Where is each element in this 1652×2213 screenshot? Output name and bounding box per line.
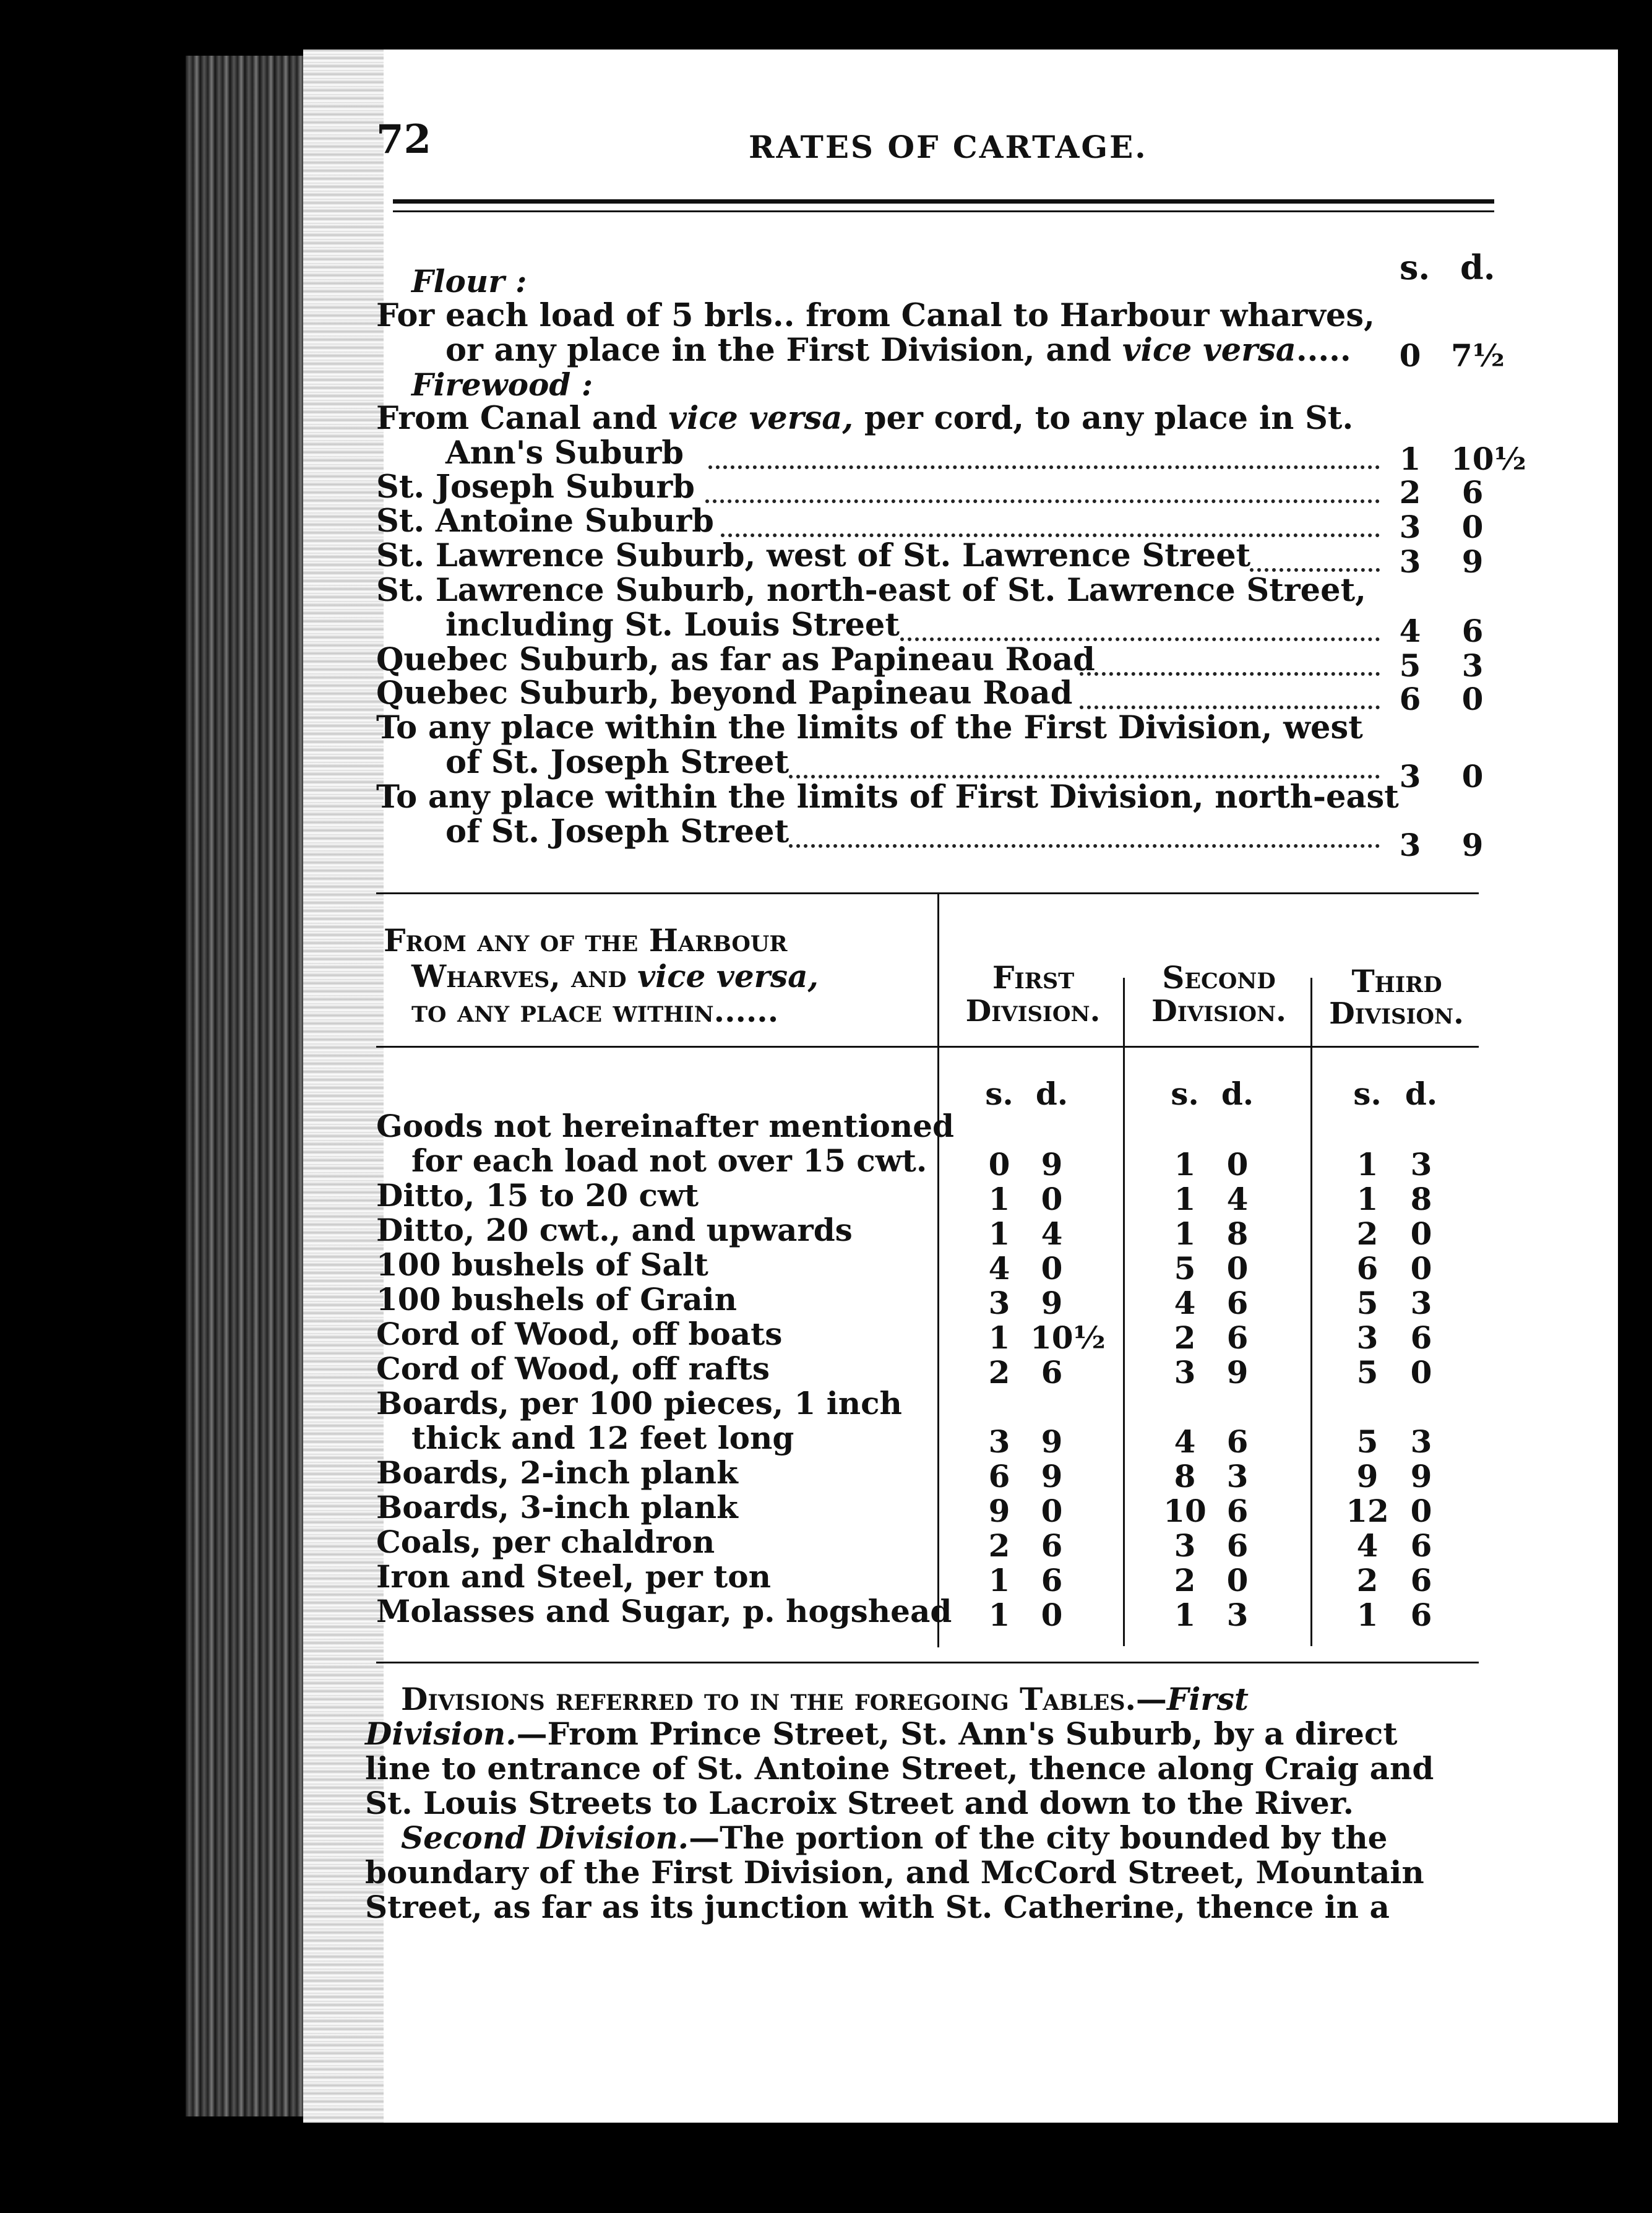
first-d-cell: 6 (1041, 1562, 1063, 1598)
firewood-d: 3 (1461, 647, 1484, 684)
header-rule-bottom (393, 210, 1494, 212)
third-s-cell: 12 (1346, 1493, 1389, 1529)
harbour-row-label: for each load not over 15 cwt. (411, 1142, 927, 1179)
harbour-row-line1: Goods not hereinafter mentioned (376, 1108, 954, 1144)
first-division-label: First (1166, 1681, 1249, 1717)
third-s-cell: 2 (1356, 1562, 1379, 1598)
third-d-cell: 6 (1410, 1597, 1432, 1633)
firewood-s: 4 (1399, 613, 1421, 649)
divisions-heading: Divisions referred to in the foregoing Tables.— (401, 1681, 1167, 1717)
harbour-row-label: 100 bushels of Salt (376, 1246, 708, 1283)
firewood-row: Quebec Suburb, beyond Papineau Road (376, 675, 1073, 712)
table-stub-line2-italic: vice versa, (637, 958, 819, 994)
unit-s: s. (1353, 1076, 1382, 1112)
firewood-d: 9 (1461, 827, 1484, 863)
firewood-d: 6 (1461, 613, 1484, 649)
second-d-cell: 9 (1226, 1354, 1249, 1391)
third-s-cell: 4 (1356, 1527, 1379, 1564)
third-d-cell: 0 (1410, 1493, 1432, 1529)
first-s-cell: 2 (988, 1354, 1010, 1391)
second-s-cell: 1 (1174, 1146, 1196, 1183)
firewood-row-line1: To any place within the limits of First Division, north-east (376, 779, 1399, 816)
dot-leader (708, 465, 1380, 469)
harbour-row-label: Coals, per chaldron (376, 1524, 715, 1560)
second-s-cell: 1 (1174, 1181, 1196, 1217)
dot-leader (1080, 672, 1380, 676)
first-division-text-2: line to entrance of St. Antoine Street, thence along Craig and (365, 1750, 1434, 1787)
dot-leader (705, 499, 1380, 503)
firewood-d: 0 (1461, 509, 1484, 545)
table-bottom-rule (376, 1662, 1479, 1663)
firewood-s: 3 (1399, 543, 1421, 580)
firewood-s: 3 (1399, 509, 1421, 545)
third-s-cell: 6 (1356, 1250, 1379, 1287)
first-division-text-3: St. Louis Streets to Lacroix Street and down to the River. (365, 1785, 1354, 1821)
firewood-s: 2 (1399, 474, 1421, 511)
firewood-row-line1: St. Lawrence Suburb, north-east of St. Lawrence Street, (376, 572, 1366, 609)
second-s-cell: 2 (1174, 1562, 1196, 1598)
third-s-cell: 1 (1356, 1146, 1379, 1183)
second-d-cell: 0 (1226, 1250, 1249, 1287)
table-header-rule (376, 1046, 1479, 1048)
pence-header: d. (1460, 248, 1495, 287)
first-s-cell: 3 (988, 1285, 1010, 1321)
firewood-d: 0 (1461, 758, 1484, 795)
first-d-cell: 9 (1041, 1285, 1063, 1321)
harbour-row-label: Ditto, 20 cwt., and upwards (376, 1212, 853, 1248)
second-division-text-3: Street, as far as its junction with St. Catherine, thence in a (365, 1889, 1390, 1925)
shillings-header: s. (1400, 248, 1430, 287)
second-division-text-1: —The portion of the city bounded by the (689, 1819, 1388, 1856)
harbour-row-label: Ditto, 15 to 20 cwt (376, 1177, 699, 1214)
first-d-cell: 4 (1041, 1215, 1063, 1252)
firewood-row: Quebec Suburb, as far as Papineau Road (376, 641, 1095, 678)
firewood-row-line1: To any place within the limits of the First Division, west (376, 709, 1363, 746)
first-s-cell: 3 (988, 1423, 1010, 1460)
first-s-cell: 1 (988, 1319, 1010, 1356)
col-third-line2: Division. (1329, 996, 1464, 1031)
harbour-row-label: Iron and Steel, per ton (376, 1558, 771, 1595)
first-s-cell: 1 (988, 1215, 1010, 1252)
third-d-cell: 3 (1410, 1285, 1432, 1321)
first-d-cell: 9 (1041, 1423, 1063, 1460)
harbour-row-label: 100 bushels of Grain (376, 1281, 738, 1318)
second-d-cell: 0 (1226, 1562, 1249, 1598)
firewood-row: of St. Joseph Street (445, 813, 789, 850)
firewood-row: of St. Joseph Street (445, 744, 789, 781)
col-third-line1: Third (1351, 963, 1442, 999)
second-s-cell: 3 (1174, 1527, 1196, 1564)
first-d-cell: 6 (1041, 1354, 1063, 1391)
harbour-row-label: Boards, 2-inch plank (376, 1454, 738, 1491)
firewood-row: St. Antoine Suburb (376, 503, 714, 540)
third-s-cell: 3 (1356, 1319, 1379, 1356)
second-s-cell: 8 (1174, 1458, 1196, 1495)
first-d-cell: 0 (1041, 1493, 1063, 1529)
third-d-cell: 0 (1410, 1250, 1432, 1287)
first-s-cell: 1 (988, 1181, 1010, 1217)
third-d-cell: 6 (1410, 1527, 1432, 1564)
table-top-rule (376, 892, 1479, 894)
flour-line-1: For each load of 5 brls.. from Canal to Harbour wharves, (376, 297, 1375, 334)
flour-heading: Flour : (411, 263, 527, 300)
table-stub-line3: to any place within...... (411, 993, 779, 1029)
page-number: 72 (376, 116, 432, 163)
second-d-cell: 4 (1226, 1181, 1249, 1217)
book-spine-edge (186, 56, 322, 2116)
second-s-cell: 1 (1174, 1597, 1196, 1633)
harbour-row-label: Molasses and Sugar, p. hogshead (376, 1593, 952, 1629)
second-s-cell: 3 (1174, 1354, 1196, 1391)
firewood-row: Ann's Suburb (445, 434, 684, 472)
table-stub-line2 (411, 958, 819, 994)
first-s-cell: 1 (988, 1562, 1010, 1598)
second-s-cell: 1 (1174, 1215, 1196, 1252)
third-s-cell: 2 (1356, 1215, 1379, 1252)
firewood-row: St. Lawrence Suburb, west of St. Lawrence Street (376, 537, 1251, 574)
firewood-intro (376, 400, 1353, 437)
second-d-cell: 6 (1226, 1423, 1249, 1460)
header-rule-top (393, 199, 1494, 204)
third-d-cell: 6 (1410, 1319, 1432, 1356)
second-d-cell: 0 (1226, 1146, 1249, 1183)
third-s-cell: 9 (1356, 1458, 1379, 1495)
first-s-cell: 1 (988, 1597, 1010, 1633)
second-d-cell: 3 (1226, 1597, 1249, 1633)
divisions-line1 (401, 1681, 1249, 1717)
harbour-row-label: Cord of Wood, off boats (376, 1316, 783, 1352)
firewood-s: 5 (1399, 647, 1421, 684)
first-division-label-2: Division. (365, 1715, 517, 1752)
third-d-cell: 3 (1410, 1423, 1432, 1460)
third-s-cell: 5 (1356, 1285, 1379, 1321)
flour-d: 7½ (1451, 337, 1505, 374)
firewood-intro-start: From Canal and (376, 400, 658, 437)
column-rule-3 (1310, 978, 1312, 1646)
firewood-heading: Firewood : (411, 366, 593, 403)
second-d-cell: 6 (1226, 1285, 1249, 1321)
unit-d: d. (1405, 1076, 1438, 1112)
first-s-cell: 2 (988, 1527, 1010, 1564)
second-division-label: Second Division. (401, 1819, 689, 1856)
harbour-row-label: thick and 12 feet long (411, 1420, 794, 1456)
column-rule-1 (937, 892, 939, 1647)
unit-s: s. (1171, 1076, 1199, 1112)
second-s-cell: 10 (1163, 1493, 1207, 1529)
second-d-cell: 6 (1226, 1319, 1249, 1356)
second-division-text-2: boundary of the First Division, and McCord Street, Mountain (365, 1854, 1424, 1891)
col-first-line1: First (992, 959, 1075, 996)
col-second-line2: Division. (1151, 994, 1286, 1029)
firewood-d: 9 (1461, 543, 1484, 580)
firewood-d: 10½ (1451, 441, 1526, 477)
firewood-d: 6 (1461, 474, 1484, 511)
second-d-cell: 6 (1226, 1527, 1249, 1564)
harbour-row-label: Boards, 3-inch plank (376, 1489, 738, 1525)
third-s-cell: 5 (1356, 1354, 1379, 1391)
firewood-s: 3 (1399, 827, 1421, 863)
firewood-s: 6 (1399, 681, 1421, 717)
second-d-cell: 3 (1226, 1458, 1249, 1495)
first-division-text-1: —From Prince Street, St. Ann's Suburb, by a direct (516, 1715, 1398, 1752)
first-d-cell: 9 (1041, 1146, 1063, 1183)
third-d-cell: 0 (1410, 1215, 1432, 1252)
second-d-cell: 6 (1226, 1493, 1249, 1529)
first-s-cell: 4 (988, 1250, 1010, 1287)
firewood-intro-italic: vice versa, (668, 400, 854, 437)
table-stub-line1: From any of the Harbour (384, 922, 788, 959)
third-s-cell: 5 (1356, 1423, 1379, 1460)
second-d-cell: 8 (1226, 1215, 1249, 1252)
flour-line-2: or any place in the First Division, and vice versa..... (445, 332, 1351, 369)
firewood-row: St. Joseph Suburb (376, 468, 695, 506)
harbour-row-line1: Boards, per 100 pieces, 1 inch (376, 1385, 902, 1421)
third-s-cell: 1 (1356, 1597, 1379, 1633)
col-second-line1: Second (1162, 959, 1276, 996)
second-s-cell: 4 (1174, 1285, 1196, 1321)
first-d-cell: 0 (1041, 1597, 1063, 1633)
firewood-d: 0 (1461, 681, 1484, 717)
second-s-cell: 4 (1174, 1423, 1196, 1460)
firewood-row: including St. Louis Street (445, 606, 900, 644)
first-d-cell: 0 (1041, 1181, 1063, 1217)
col-first-line2: Division. (965, 994, 1101, 1029)
first-s-cell: 9 (988, 1493, 1010, 1529)
firewood-s: 3 (1399, 758, 1421, 795)
third-d-cell: 6 (1410, 1562, 1432, 1598)
first-d-cell: 0 (1041, 1250, 1063, 1287)
third-s-cell: 1 (1356, 1181, 1379, 1217)
first-s-cell: 6 (988, 1458, 1010, 1495)
first-d-cell: 9 (1041, 1458, 1063, 1495)
third-d-cell: 8 (1410, 1181, 1432, 1217)
flour-s: 0 (1399, 337, 1421, 374)
first-d-cell: 6 (1041, 1527, 1063, 1564)
second-s-cell: 2 (1174, 1319, 1196, 1356)
firewood-intro-end: per cord, to any place in St. (864, 400, 1354, 437)
divisions-line5 (401, 1819, 1388, 1856)
third-d-cell: 3 (1410, 1146, 1432, 1183)
third-d-cell: 9 (1410, 1458, 1432, 1495)
unit-s: s. (985, 1076, 1013, 1112)
second-s-cell: 5 (1174, 1250, 1196, 1287)
flour-line-2-text: or any place in the First Division, and (445, 332, 1112, 369)
unit-d: d. (1221, 1076, 1254, 1112)
first-s-cell: 0 (988, 1146, 1010, 1183)
table-stub-line2-text: Wharves, and (411, 958, 627, 994)
dot-leader (789, 844, 1380, 848)
unit-d: d. (1035, 1076, 1069, 1112)
divisions-line2 (365, 1715, 1397, 1752)
harbour-row-label: Cord of Wood, off rafts (376, 1350, 770, 1387)
flour-line-2-italic: vice versa (1122, 332, 1296, 369)
running-title: RATES OF CARTAGE. (749, 129, 1148, 165)
third-d-cell: 0 (1410, 1354, 1432, 1391)
first-d-cell: 10½ (1030, 1319, 1106, 1356)
firewood-s: 1 (1399, 441, 1421, 477)
column-rule-2 (1123, 978, 1125, 1646)
